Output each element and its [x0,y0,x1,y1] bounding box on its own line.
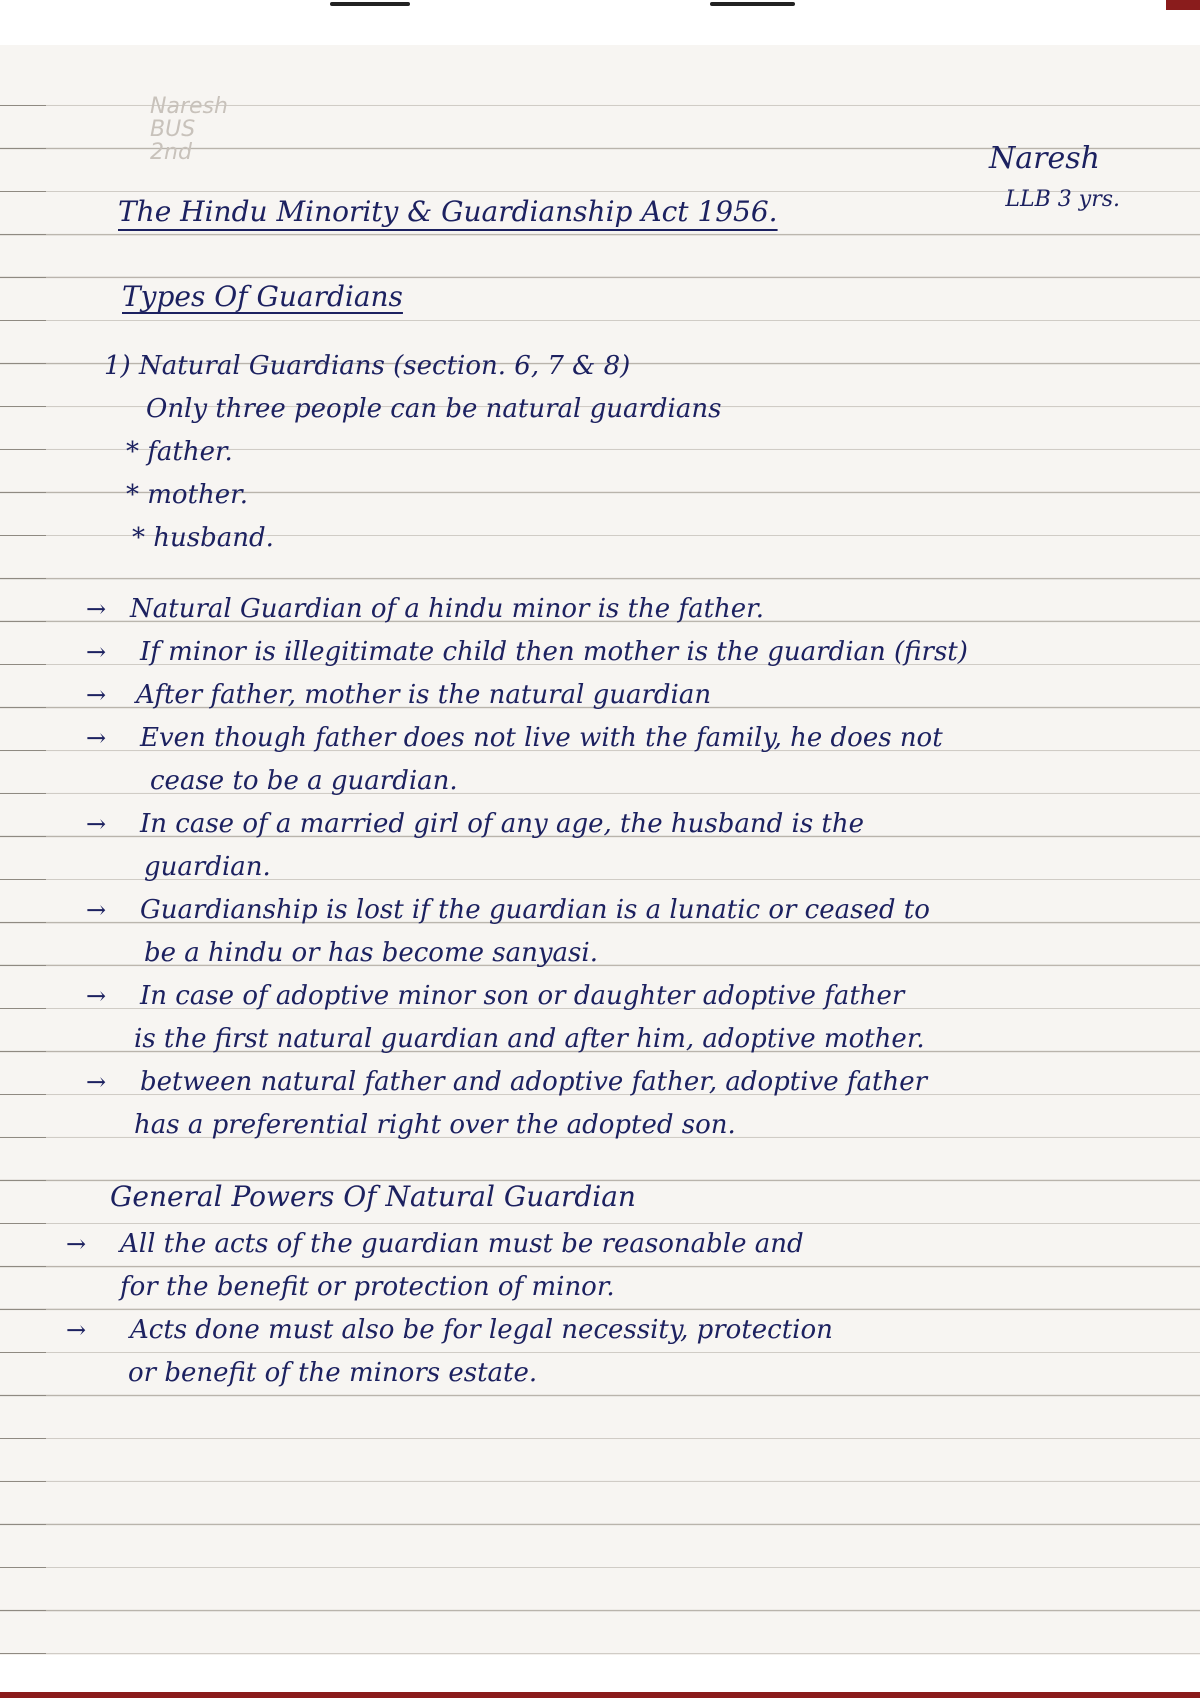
arrow-icon: → [66,1230,87,1258]
points-list [0,588,1200,1147]
list-item: → Guardianship is lost if the guardian is a lunatic or ceased to [0,889,1200,932]
arrow-icon: → [66,1316,87,1344]
list-item-continuation: be a hindu or has become sanyasi. [144,938,598,968]
section-heading-powers: General Powers Of Natural Guardian [110,1180,636,1213]
page-corner-mark [1166,0,1200,10]
course-label: LLB 3 yrs. [1005,187,1120,212]
list-item: → All the acts of the guardian must be reasonable and [0,1223,1200,1266]
section-heading-types: Types Of Guardians [122,280,403,313]
arrow-icon: → [86,896,107,924]
page-bottom-edge [0,1692,1200,1698]
powers-list [0,1223,1200,1395]
arrow-icon: → [86,810,107,838]
list-item-continuation: for the benefit or protection of minor. [120,1272,615,1302]
list-item: * husband. [132,523,274,553]
binding-mark [710,2,795,6]
arrow-icon: → [86,638,107,666]
list-item: → Natural Guardian of a hindu minor is the father. [0,588,1200,631]
list-item-continuation: cease to be a guardian. [150,766,458,796]
list-item: → Acts done must also be for legal necessity, protection [0,1309,1200,1352]
list-item: → In case of adoptive minor son or daughter adoptive father [0,975,1200,1018]
list-item: → In case of a married girl of any age, the husband is the [0,803,1200,846]
arrow-icon: → [86,681,107,709]
list-item-continuation: guardian. [144,852,271,882]
list-item: → After father, mother is the natural guardian [0,674,1200,717]
list-item-continuation: is the first natural guardian and after him, adoptive mother. [134,1024,925,1054]
arrow-icon: → [86,724,107,752]
list-item: → Even though father does not live with the family, he does not [0,717,1200,760]
natural-guardians-intro: Only three people can be natural guardians [146,394,722,424]
list-item: → between natural father and adoptive father, adoptive father [0,1061,1200,1104]
arrow-icon: → [86,1068,107,1096]
natural-guardians-section [0,345,1200,560]
binding-mark [330,2,410,6]
author-name: Naresh [989,141,1100,176]
page-top-band [0,0,1200,10]
list-item: * father. [126,437,233,467]
arrow-icon: → [86,982,107,1010]
list-item-continuation: has a preferential right over the adopted son. [134,1110,736,1140]
list-item: * mother. [126,480,248,510]
natural-guardians-heading: 1) Natural Guardians (section. 6, 7 & 8) [104,351,631,381]
page-title: The Hindu Minority & Guardianship Act 1956. [118,195,778,228]
list-item-continuation: or benefit of the minors estate. [128,1358,538,1388]
faded-corner-note: Naresh BUS 2nd [150,94,228,166]
arrow-icon: → [86,595,107,623]
list-item: → If minor is illegitimate child then mother is the guardian (first) [0,631,1200,674]
notebook-page [0,45,1200,1655]
